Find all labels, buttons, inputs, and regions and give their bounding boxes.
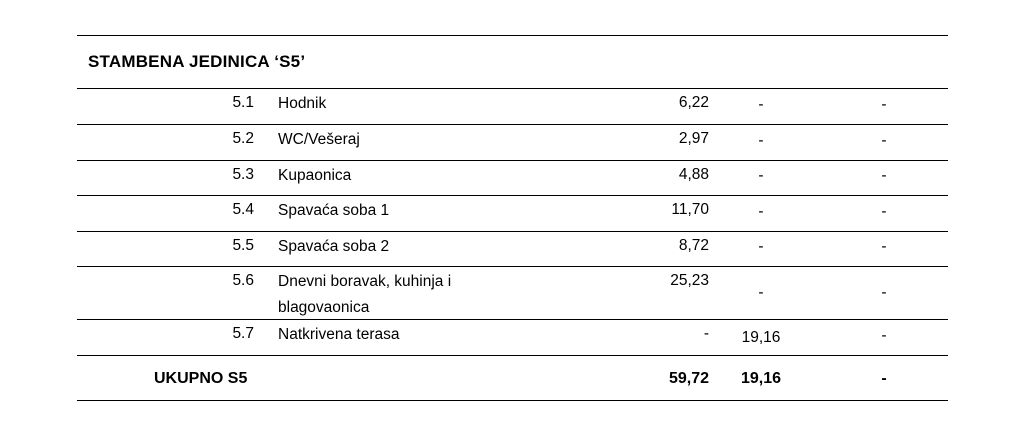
area-value: - bbox=[703, 325, 709, 342]
area-value: 25,23 bbox=[670, 272, 709, 289]
terrace-value: - bbox=[758, 203, 764, 220]
room-name: WC/Vešeraj bbox=[278, 131, 360, 148]
table-row bbox=[77, 266, 948, 319]
table-row bbox=[77, 231, 948, 266]
terrace-value: 19,16 bbox=[741, 329, 781, 346]
other-value: - bbox=[881, 203, 887, 220]
area-value: 2,97 bbox=[678, 130, 709, 147]
row-number: 5.1 bbox=[232, 94, 254, 111]
table-title: STAMBENA JEDINICA ‘S5’ bbox=[88, 52, 306, 71]
row-number: 5.2 bbox=[232, 130, 254, 147]
total-label: UKUPNO S5 bbox=[154, 370, 248, 387]
room-area-table bbox=[77, 35, 948, 401]
room-name-line: Dnevni boravak, kuhinja i bbox=[278, 273, 452, 290]
row-number: 5.4 bbox=[232, 201, 254, 218]
other-value: - bbox=[881, 96, 887, 113]
terrace-value: - bbox=[758, 167, 764, 184]
room-name: Natkrivena terasa bbox=[278, 326, 400, 343]
other-value: - bbox=[881, 238, 887, 255]
area-value: 4,88 bbox=[678, 166, 709, 183]
other-value: - bbox=[881, 284, 887, 301]
area-value: 8,72 bbox=[678, 237, 709, 254]
table-row bbox=[77, 319, 948, 355]
other-value: - bbox=[881, 327, 887, 344]
bottom-rule bbox=[77, 400, 948, 401]
terrace-value: - bbox=[758, 132, 764, 149]
total-area: 59,72 bbox=[668, 370, 709, 387]
row-number: 5.6 bbox=[232, 272, 254, 289]
room-name: Spavaća soba 1 bbox=[278, 202, 390, 219]
room-name bbox=[278, 269, 451, 321]
room-name: Spavaća soba 2 bbox=[278, 238, 390, 255]
row-number: 5.3 bbox=[232, 166, 254, 183]
room-name-line: blagovaonica bbox=[278, 299, 370, 316]
row-number: 5.7 bbox=[232, 325, 254, 342]
area-value: 11,70 bbox=[671, 201, 709, 218]
terrace-value: - bbox=[758, 284, 764, 301]
total-other: - bbox=[881, 370, 887, 387]
row-number: 5.5 bbox=[232, 237, 254, 254]
area-value: 6,22 bbox=[678, 94, 709, 111]
room-name: Kupaonica bbox=[278, 167, 352, 184]
table-row bbox=[77, 88, 948, 124]
room-name: Hodnik bbox=[278, 95, 327, 112]
other-value: - bbox=[881, 132, 887, 149]
table-row bbox=[77, 195, 948, 231]
terrace-value: - bbox=[758, 96, 764, 113]
total-row bbox=[77, 355, 948, 400]
other-value: - bbox=[881, 167, 887, 184]
terrace-value: - bbox=[758, 238, 764, 255]
total-terrace: 19,16 bbox=[740, 370, 782, 387]
table-row bbox=[77, 124, 948, 160]
table-row bbox=[77, 160, 948, 195]
